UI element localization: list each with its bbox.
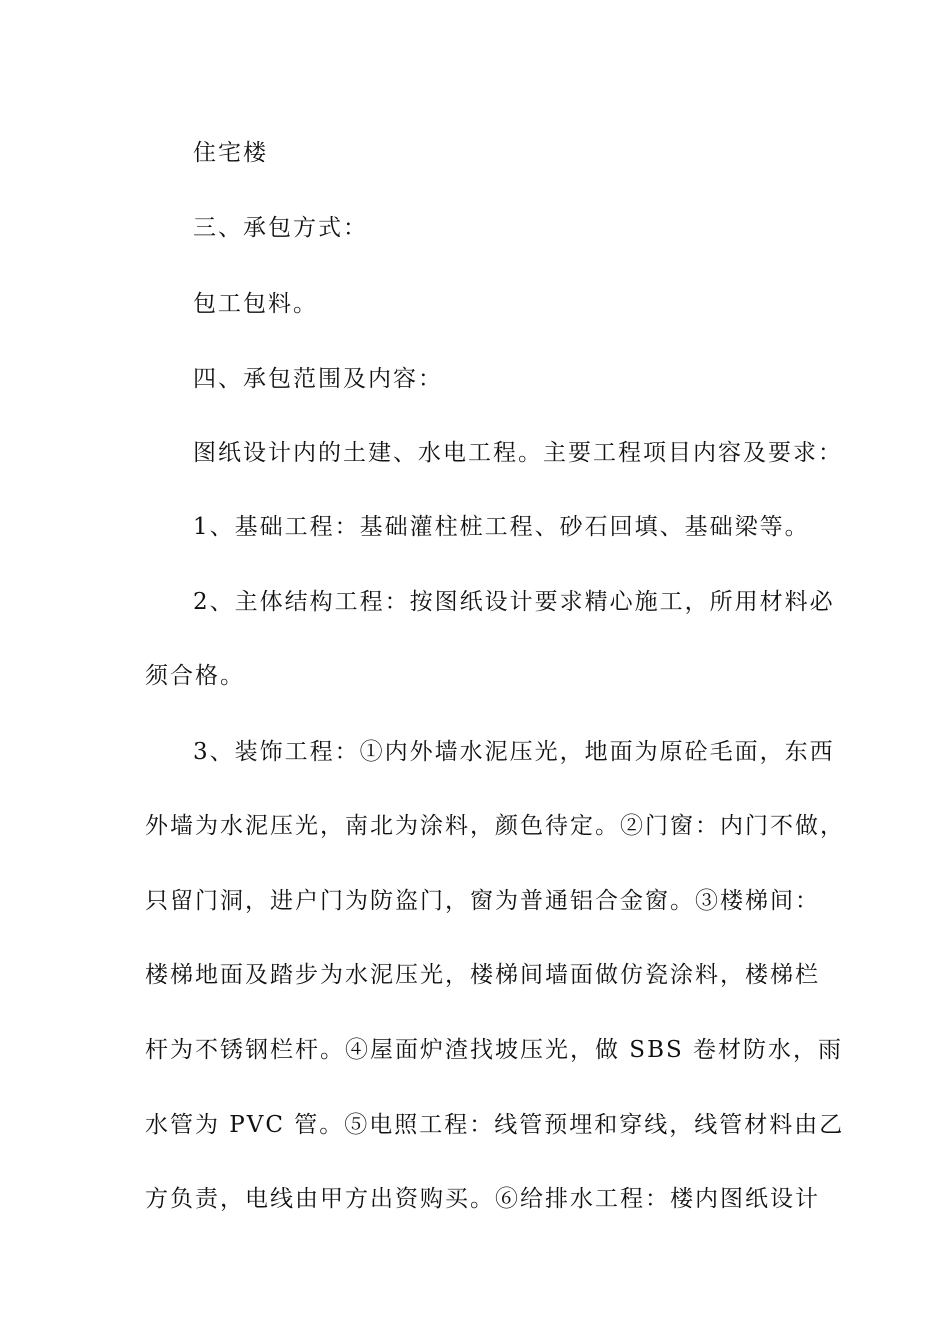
paragraph-contract-method: 包工包料。 [193,291,318,317]
item-main-structure-line1: 2、主体结构工程：按图纸设计要求精心施工，所用材料必 [193,589,835,615]
item-decoration-line4: 楼梯地面及踏步为水泥压光，楼梯间墙面做仿瓷涂料，楼梯栏 [145,962,820,988]
item-decoration-line6: 水管为 PVC 管。⑤电照工程：线管预埋和穿线，线管材料由乙 [145,1112,845,1138]
heading-contract-scope: 四、承包范围及内容： [193,366,443,392]
item-decoration-line3: 只留门洞，进户门为防盗门，窗为普通铝合金窗。③楼梯间： [145,888,820,914]
item-decoration-line1: 3、装饰工程：①内外墙水泥压光，地面为原砼毛面，东西 [193,739,835,765]
item-foundation-works: 1、基础工程：基础灌柱桩工程、砂石回填、基础梁等。 [193,514,810,540]
item-decoration-line5: 杆为不锈钢栏杆。④屋面炉渣找坡压光，做 SBS 卷材防水，雨 [145,1037,844,1063]
paragraph-scope-intro: 图纸设计内的土建、水电工程。主要工程项目内容及要求： [193,440,843,466]
paragraph-building-type: 住宅楼 [193,140,268,166]
item-main-structure-line2: 须合格。 [145,663,245,689]
item-decoration-line7: 方负责，电线由甲方出资购买。⑥给排水工程：楼内图纸设计 [145,1186,820,1212]
heading-contract-method: 三、承包方式： [193,215,368,241]
item-decoration-line2: 外墙为水泥压光，南北为涂料，颜色待定。②门窗：内门不做， [145,813,845,839]
